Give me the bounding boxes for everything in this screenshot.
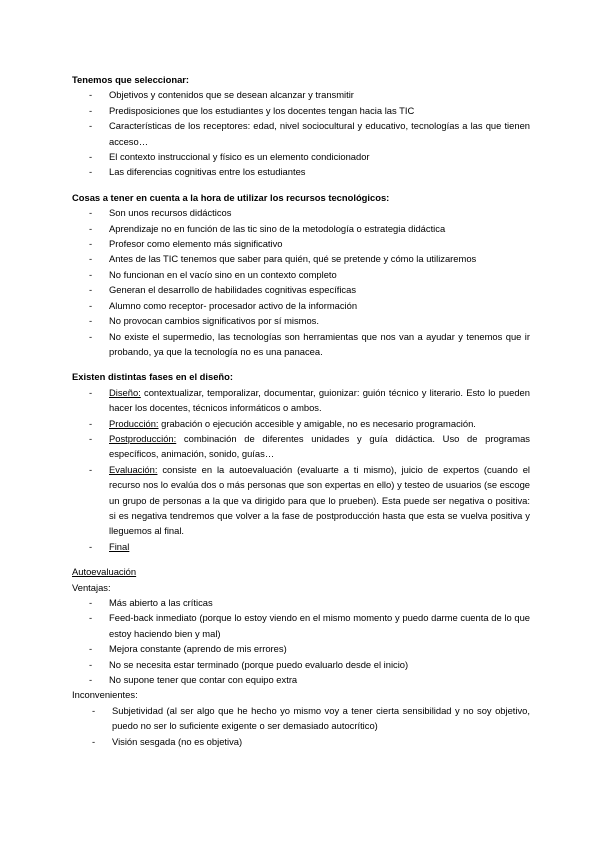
section-heading-seleccionar: Tenemos que seleccionar: <box>72 74 190 85</box>
list-item: - Predisposiciones que los estudiantes y los docentes tengan hacia las TIC <box>72 103 530 118</box>
ventajas-list <box>72 595 530 687</box>
list-item: - Características de los receptores: edad, nivel sociocultural y educativo, tecnologías a las que tienen acceso… <box>89 120 530 147</box>
bullet-dash: - <box>89 674 93 686</box>
bullet-dash: - <box>92 704 96 716</box>
bullet-dash: - <box>89 89 93 101</box>
bullet-dash: - <box>89 284 93 296</box>
bullet-dash: - <box>89 222 93 234</box>
bullet-dash: - <box>89 315 93 327</box>
bullet-dash: - <box>89 207 93 219</box>
list-item: - Aprendizaje no en función de las tic sino de la metodología o estrategia didáctica <box>72 221 530 236</box>
ventajas-label: Ventajas: <box>72 581 111 593</box>
inconvenientes-label: Inconvenientes: <box>72 689 138 701</box>
section-heading-autoevaluacion: Autoevaluación <box>72 566 137 578</box>
document-page <box>72 72 530 759</box>
list-item: - Generan el desarrollo de habilidades cognitivas específicas <box>72 282 530 297</box>
bullet-dash: - <box>89 299 93 311</box>
bullet-dash: - <box>89 166 93 178</box>
list-item: - No supone tener que contar con equipo extra <box>72 672 530 687</box>
bullet-dash: - <box>89 151 93 163</box>
list-item: - Las diferencias cognitivas entre los estudiantes <box>72 164 530 179</box>
bullet-dash: - <box>89 643 93 655</box>
phase-term: Diseño: <box>109 386 141 398</box>
bullet-dash: - <box>92 735 96 747</box>
bullet-dash: - <box>89 417 93 429</box>
bullet-dash: - <box>89 330 93 342</box>
list-item: - Postproducción: combinación de diferentes unidades y guía didáctica. Uso de programas específicos, animación, sonido, guías… <box>89 432 530 460</box>
phase-term: Final <box>109 540 130 552</box>
list-item: - No provocan cambios significativos por sí mismos. <box>72 313 530 328</box>
list-item: - Visión sesgada (no es objetiva) <box>72 734 530 749</box>
list-item: - Son unos recursos didácticos <box>72 205 530 220</box>
seleccionar-list <box>72 87 530 179</box>
list-item: - No existe el supermedio, las tecnologías son herramientas que nos van a ayudar y tenemos que ir probando, ya que la tecnología no es una panacea. <box>89 330 530 357</box>
bullet-dash: - <box>89 463 93 475</box>
list-item: - Alumno como receptor- procesador activo de la información <box>72 298 530 313</box>
list-item: - Objetivos y contenidos que se desean alcanzar y transmitir <box>72 87 530 102</box>
phase-term: Postproducción: <box>109 432 177 444</box>
bullet-dash: - <box>89 238 93 250</box>
bullet-dash: - <box>89 658 93 670</box>
bullet-dash: - <box>89 432 93 444</box>
list-item: - Evaluación: consiste en la autoevaluación (evaluarte a ti mismo), juicio de expertos (cuando el recurso nos lo evalúa dos o más personas que son expertas en ello) y testeo de usuarios (se escoge un grupo de personas a la que va dirigido para que lo prueben). Esta puede ser negativa o positiva: si es negativa tendremos que volver a la fase de postproducción hasta que esta se vuelva positiva y lleguemos al final. <box>89 463 530 537</box>
section-heading-recursos: Cosas a tener en cuenta a la hora de utilizar los recursos tecnológicos: <box>72 191 390 203</box>
list-item: - Producción: grabación o ejecución accesible y amigable, no es necesario programación. <box>72 416 530 431</box>
list-item: - Antes de las TIC tenemos que saber para quién, qué se pretende y cómo la utilizaremos <box>72 251 530 266</box>
list-item: - No funcionan en el vacío sino en un contexto completo <box>72 267 530 282</box>
bullet-dash: - <box>89 253 93 265</box>
section-heading-fases: Existen distintas fases en el diseño: <box>72 371 233 383</box>
bullet-dash: - <box>89 120 93 132</box>
list-item: - El contexto instruccional y físico es un elemento condicionador <box>72 149 530 164</box>
bullet-dash: - <box>89 268 93 280</box>
list-item: - Más abierto a las críticas <box>72 595 530 610</box>
bullet-dash: - <box>89 540 93 552</box>
inconvenientes-list <box>72 703 530 749</box>
bullet-dash: - <box>89 104 93 116</box>
bullet-dash: - <box>89 597 93 608</box>
list-item: - No se necesita estar terminado (porque puedo evaluarlo desde el inicio) <box>72 657 530 672</box>
phase-term: Evaluación: <box>109 463 158 475</box>
list-item: - Feed-back inmediato (porque lo estoy viendo en el mismo momento y puedo darme cuenta de lo que estoy haciendo bien y mal) <box>89 612 530 639</box>
list-item: - Diseño: contextualizar, temporalizar, documentar, guionizar: guión técnico y literario. Esto lo pueden hacer los docentes, técnicos informáticos o ambos. <box>89 386 530 414</box>
bullet-dash: - <box>89 386 93 398</box>
phase-term: Producción: <box>109 417 159 429</box>
list-item: - Subjetividad (al ser algo que he hecho yo mismo voy a tener cierta sensibilidad y no soy objetivo, puedo no ser lo suficiente exigente o ser demasiado autocrítico) <box>92 704 530 732</box>
list-item <box>72 539 530 554</box>
list-item: - Profesor como elemento más significativo <box>72 236 530 251</box>
bullet-dash: - <box>89 612 93 624</box>
recursos-list <box>72 205 530 359</box>
fases-list <box>72 385 530 554</box>
list-item: - Mejora constante (aprendo de mis errores) <box>72 641 530 656</box>
